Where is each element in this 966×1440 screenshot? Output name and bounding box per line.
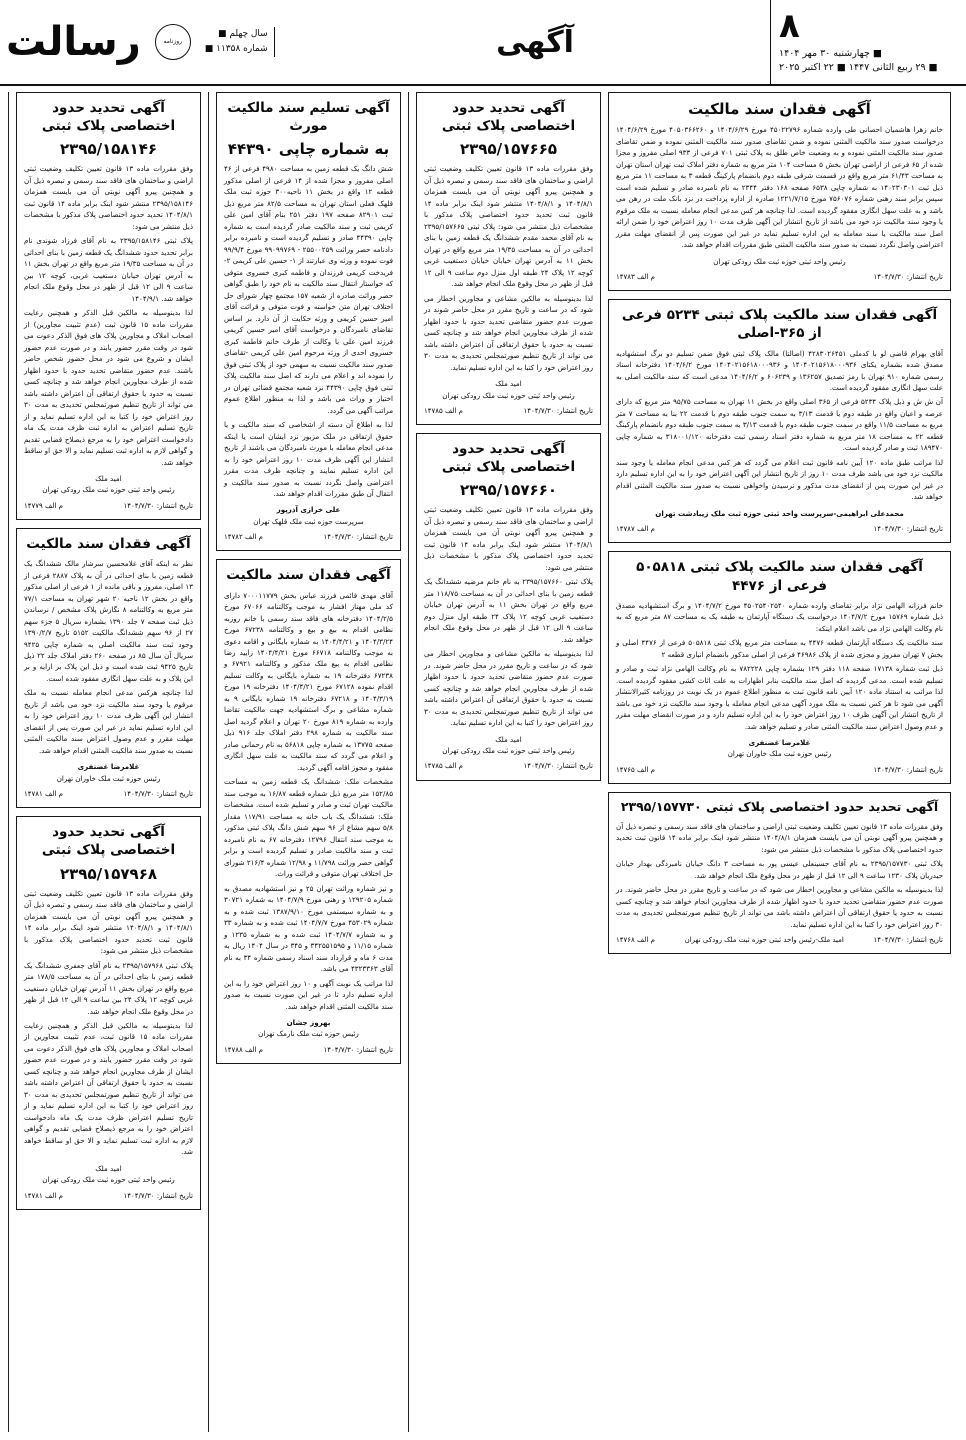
ad-meta-publish-date: تاریخ انتشار: ۱۴۰۴/۷/۳۰ [123, 790, 193, 799]
ad-signature [424, 378, 593, 401]
ad-meta [24, 501, 193, 512]
ad-tahdid-hodoud-2395-157660-col3[interactable] [416, 433, 601, 781]
ad-paragraph: خانم زهرا هاشمیان احصانی طی وارده شماره ۴۵۰۲۲۷۹۶ مورخ ۱۴۰۴/۶/۲۹ و ۴۰۵۰۳۶۶۲۶۰ مورخ ۱۴۰۴/۶/۲۹ درخواست صدور سند مالکیت المثنی نموده و ضمن تقاضای صدور سند مالکیت المثنی نموده و ضمن تقاضای صدور سند مالکیت المثنی نموده و به وضعیت خاص طلق به پلاک ثبتی ۷۰۱ فرعی از ۹۳۳ اصلی مفروز و مجزا شده از ۶۵ فرعی از اراضی تهران بخش ۵ مساحت ۱۰۴ متر مربع به شماره دفتر املاک ثبت تهران استان تهران به مساحت ۶۱/۴۳ متر مربع واقع در قسمت شرقی طبقه دوم بانضمام پارکینگ قطعه ۳ به مساحت ۱۱ متر مربع ذیل ثبت ۱۴۰۲۳۰۳۰۱ به شماره چاپی ۶۵۳۸ صفحه ۱۶۸ دفتر ۲۳۴۴ به نام نامبرده صادر و تسلیم شده است سپس برابر سند رهنی شماره ۷۵۶۰۷۶ مورخ ۱۲۲۱/۷/۱۵ صادره از اداره پرداخت در نزد بانک ملت در رهن می باشد و به علت سهل انگاری مفقود گردیده است. لذا چنانچه هر کس مدعی انجام معامله نسبت به ملک مرقوم یا وجود سند مالکیت نزد خود می باشد از تاریخ انتشار این آگهی ظرف مدت ۱۰ روز اعتراض خود را ضمن ارائه اصل سند مالکیت یا سند معامله به این اداره تسلیم نماید در غیر این صورت پس از انقضای مهلت مقرر اعتراضی واصل نگردد نسبت به صدور سند مالکیت المثنی طبق مقررات اقدام خواهد شد. [616, 125, 944, 250]
issue-meta [205, 27, 275, 58]
ad-paragraph: نظر به اینکه آقای غلامحسین سرشار مالک ششدانگ یک قطعه زمین با بنای احداثی در آن به پلاک ۲۸۸۷ فرعی از ۱۳ اصلی، مفروز و باقی مانده از ۱ فرعی از اصلی مذکور واقع در بخش ۱۲ ناحیه ۲۰ شهر تهران به مساحت ۷۷/۱ متر مربع به وکالتنامه ۸ نگارش پلاک مشخص / نرساندن ذیل ثبت صفحه ۷ جلد ۱۳۹۰ بشماره سریال ۵ جزء سهم ۲۷ از ۹۶ سهم ششدانگ مالکیت ۵۱۵۲ تاریخ ۱۳۹۰/۲/۷ وجود ثبت سند مالکیت اصلی به شماره چاپی ۹۴۲۵ سریال آن سال ۸۵ در صفحه ۲۶۰ دفتر املاک جلد ۲۲ ذیل تاریخ ۹۴۲۵ ثبت شده است و ذیل این پلاک بر ارایه و بر این پلاک و به علت سهل انگاری مفقود شده است. [24, 559, 194, 683]
ad-meta-code: م الف ۱۴۷۶۵ [616, 765, 655, 774]
ad-meta-publish-date: تاریخ انتشار: ۱۴۰۴/۷/۳۰ [873, 525, 943, 534]
ad-paragraph: شش دانگ یک قطعه زمین به مساحت ۴۹۸۰ فرعی از ۴۶ اصلی مفروز و مجزا شده از ۱۴ فرعی از اصلی مذکور قطعه ۱۲ واقع در بخش ۱۱ ناحیه۳۰۰ حوزه ثبت ملک قلهک فعلی استان تهران به مساحت ۸۲/۵ متر مربع ذیل ثبت ۸۲۹۰۱ صفحه ۱۹۷ دفتر ۲۵۱ بنام آقای امین علی کریمی ثبت و سند مالکیت صادر گردیده است به شماره چاپی ۴۴۳۹۰ صادر و تسلیم گردیده است و نامبرده برابر دادنامه حصر وراثت ۲۵۵۰۰۲۵۹ - ۹۹۰۹۹۷۶۹ مورخ ۹۹/۹/۴ فوت نموده و ورثه وی عبارتند از ۱- حسین علی کریمی ۲- فریدخت کریمی فرزندان و فاطمه کبری خسروی متوفی که خواستار انتقال سند مالکیت به نام خود را طبق گواهی حصر وراثت صادره از شعبه ۱۵۷ مجتمع چهار شورای حل اختلاف تهران متن خواسته و فوت متوفی و قرائت آقای امیر حسین کریمی و ورثه حکایت از آن دارد. بر اساس تقاضای نامبردگان و درخواست آقای امیر حسین کریمی فرزند امین علی با وکالت از طرف خانم فاطمه کبری خسروی احدی از ورثه مرحوم امین علی کریمی -تقاضای صدور سند مالکیت نسبت به سهمی خود از پلاک ثبتی فوق را نموده اند و اعلام می دارند که اصل سند مالکیت پلاک ثبتی فوق چاپی ۴۴۳۹۰ نزد شعبه مجتمع قضائی تهران در اختیار و وراث می باشد و لذا به منظور اطلاع عموم مراتب آگهی می گردد. [224, 164, 393, 415]
ad-meta [616, 935, 943, 946]
ad-signature [24, 473, 193, 496]
ad-tahdid-hodoud-2395-157660[interactable] [416, 92, 601, 425]
ad-meta [616, 765, 943, 776]
ad-meta-code: م الف ۱۴۷۸۱ [24, 1191, 63, 1200]
ad-meta-code: م الف ۱۴۷۸۱ [24, 790, 63, 799]
ad-meta [224, 1045, 393, 1056]
ad-paragraph: لذا به اطلاع آن دسته از اشخاصی که سند مالکیت و یا حقوق ارتفاقی در ملک مزبور نزد ایشان است یا اینکه مدعی انجام معامله با مورث نامبردگان می باشند از تاریخ انتشار این آگهی ظرف مدت ۱۰ روز اعتراض خود را به این اداره تسلیم نمایند و چنانچه ظرف مدت مقرر اعتراضی واصل نگردد نسبت به صدور سند مالکیت و انتقال آن طبق مقررات اقدام خواهد شد. [224, 420, 393, 498]
ad-meta-publish-date: تاریخ انتشار: ۱۴۰۴/۷/۳۰ [323, 533, 393, 542]
ad-meta-publish-date: تاریخ انتشار: ۱۴۰۴/۷/۳۰ [123, 1191, 193, 1200]
ad-paragraph: مشخصات ملک: ششدانگ یک قطعه زمین به مساحت ۱۵۲/۸۵ متر مربع ذیل شماره قطعه ۱۶/۸۷ به موجب سند مالکیت تهران ثبت و صادر و تسلیم شده است. مشخصات ملک: ششدانگ یک باب خانه به مساحت ۱۱۷/۹۱ مقدار ۵/۸ سهم مشاع از ۹۶ سهم شش دانگ پلاک ثبتی مذکور، به موجب سند انتقال ۱۲۷۹۶ دفترخانه ۶۷ به نام نامبرده ثبت و سند مالکیت صادر و تسلیم گردیده است و برابر گواهی حصر وراثت ۱۱/۷۹۸ و ۱۲/۹۸ شماره ۲۱۶/۴ شورای حل اختلاف تهران متوفی و قرائت وراث. [224, 777, 394, 879]
ad-signature: امید ملک-رئیس واحد ثبتی حوزه ثبت ملک رودکی تهران [684, 936, 844, 945]
ad-meta-publish-date: تاریخ انتشار: ۱۴۰۴/۷/۳۰ [873, 936, 943, 945]
ad-title: آگهی فقدان سند مالکیت [688, 100, 871, 118]
ad-meta [424, 761, 593, 772]
ad-paragraph: لذا بدینوسیله به مالکین مشاعی و مجاورین اخطار می شود که در ساعت و تاریخ مقرر در محل حاضر شوند در صورت عدم حضور متقاضی تحدید حدود با حدود اظهار شده از طرف مجاورین انجام خواهد شد و چنانچه کسی نسبت به حدود یا حقوق ارتفاقی آن اعتراض داشته باشد می تواند از تاریخ تنظیم صورتمجلس تحدیدی به مدت ۳۰ روز اعتراض خود را کتبا به این اداره تسلیم نماید. [424, 293, 593, 372]
ad-plate-number: ۲۳۹۵/۱۵۸۱۴۶ [59, 140, 158, 159]
ad-signature [424, 734, 593, 757]
ad-meta-code: م الف ۱۴۷۸۸ [224, 1045, 263, 1054]
ad-paragraph: پلاک ثبتی ۲۳۹۵/۱۵۷۹۶۸ به نام آقای جعفری ششدانگ یک قطعه زمین با بنای احداثی در آن به مساحت ۱۷۸/۵ متر مربع واقع در تهران بخش ۱۱ آدرس تهران خیابان دستغیب غربی کوچه ۱۲ پلاک ۲۴ بین ساعت ۹ الی ۱۲ قبل از ظهر در محل وقوع ملک انجام خواهد شد. [24, 960, 193, 1016]
ad-meta [24, 789, 193, 800]
ad-signer-title: سرپرست حوزه ثبت ملک قلهک تهران [253, 516, 364, 526]
ad-meta-publish-date: تاریخ انتشار: ۱۴۰۴/۷/۳۰ [523, 406, 593, 415]
ad-paragraph: خانم فرزانه الهامی نژاد برابر تقاضای وارده شماره ۴۵۰۲۵۴۰۲۵۴۰ مورخ ۱۴۰۴/۷/۲ و برگ استشهادیه مصدق ذیل شماره ۱۵۷۶۹ مورخ ۱۴۰۴/۷/۲ درخواست یک دستگاه آپارتمان به طبقه یک به مساحت ۸۷ متر مربع که به نام وکالت الهامی نژاد می باشد اعلام اینکه: [616, 600, 943, 633]
ad-faghdan-sanad-malekiat-1[interactable] [608, 92, 951, 291]
section-title: آگهی [496, 24, 574, 60]
ad-tahdid-2395-157968[interactable] [16, 816, 201, 1209]
ad-title: آگهی تحدید حدود اختصاصی پلاک ثبتی [41, 100, 176, 135]
ad-title: آگهی تسلیم سند مالکیت مورث [227, 100, 390, 135]
ad-meta-publish-date: تاریخ انتشار: ۱۴۰۴/۷/۳۰ [323, 1045, 393, 1054]
ad-signer-name: امید ملک [495, 379, 522, 389]
ad-title: آگهی تحدید حدود اختصاصی پلاک ثبتی [41, 824, 176, 859]
ad-paragraph: لذا بدینوسیله به مالکین قبل الذکر و همچنین رعایت مقررات ماده ۱۵ قانون ثبت، عدم تثبیت مجاورین از اصحاب املاک و مجاورین پلاک های فوق الذکر دعوت می شود در وقت مقرر حضور یابند و در صورت عدم حضور ایشان از طرف مجاورین انجام خواهد شد و چنانچه کسی نسبت به حدود یا حقوق ارتفاقی آن اعتراض داشته باشد می تواند از تاریخ تنظیم صورتمجلس تحدیدی به مدت ۳۰ روز اعتراض خود را کتبا به این اداره تسلیم نماید و از تاریخ تسلیم اعتراض ظرف مدت یک ماه دادخواست اعتراض خود را به مرجع ذیصلاح قضایی تقدیم و گواهی لازم به اداره ثبت تسلیم نماید و الا حق او ساقط خواهد شد. [24, 1021, 193, 1157]
ad-body [616, 600, 943, 732]
ad-meta-code: م الف ۱۴۷۶۸ [616, 936, 655, 945]
ad-body [24, 558, 193, 756]
ad-signer-name: علی خرازی آذرپور [276, 505, 341, 515]
ad-meta-publish-date: تاریخ انتشار: ۱۴۰۴/۷/۳۰ [123, 501, 193, 510]
ad-signer-title: رئیس واحد ثبتی حوزه ثبت ملک رودکی تهران [442, 746, 575, 756]
ad-body [24, 888, 193, 1158]
ad-meta-publish-date: تاریخ انتشار: ۱۴۰۴/۷/۳۰ [523, 762, 593, 771]
ad-paragraph: لذا بدینوسیله به مالکین مشاعی و مجاورین اخطار می شود که در ساعت و تاریخ مقرر در محل حاضر شوند. در صورت عدم حضور متقاضی تحدید حدود با حدود اظهار شده از طرف مجاورین انجام خواهد شد و چنانچه کسی نسبت به حدود یا حقوق ارتفاقی آن اعتراض داشته باشد می تواند از تاریخ تنظیم صورتمجلس تحدیدی به مدت ۳۰ روز اعتراض خود را کتبا به این اداره تسلیم نماید. [424, 649, 593, 728]
ad-meta-publish-date: تاریخ انتشار: ۱۴۰۴/۷/۳۰ [873, 272, 943, 281]
ad-signer-title: رئیس واحد ثبتی حوزه ثبت ملک رودکی تهران [442, 390, 575, 400]
issue-dates [779, 47, 958, 76]
ad-meta-code: م الف ۱۴۷۸۵ [424, 762, 463, 771]
ad-taslim-sanad-mores[interactable] [216, 92, 401, 551]
date-solar: ■ چهارشنبه ۳۰ مهر ۱۴۰۴ [779, 47, 882, 59]
ad-paragraph: آقای مهدی قائمی فرزند عباس بخش ۷۰۰۰۱۱۷۷۹ دارای کد ملی مهناز افشار به موجب وکالتنامه ۶۷۰۶۶ مورخ ۱۴۰۴/۲/۵ دفترخانه های فاقد سند رسمی با خانم روزبه نظامی اقدام به بیع و بیع و وکالتنامه ۶۷۲۳۸ مورخ ۱۴۰۴/۳/۲۴ و ۱۴۰۴/۴/۲۱ به شماره بایگانی و اقامه دعوی به موجب وکالتنامه ۶۶۷۱۸ مورخ ۱۴۰۴/۴/۲۱ زایید رضا نظامی اقدام به بیع ملک مذکور و وکالتنامه ۶۷۹۲۱ و ۶۷۲۳۸ دفترخانه ۱۹ به شماره بایگانی به وکالت تسلیم اقدام نموده ۶۷۱۲۸ مورخ ۱۴۰۴/۴/۲۱ دفترخانه ۱۹ مورخ ۱۴۰۴/۳/۱۹ و ۶۷۲۱۸ دفترخانه ۱۹ شماره بایگانی ۹ به شماره مشاعی و برگ استشهادیه جهت مالکیت تقاضا وارده به شماره ۸۱۹ مورخ ۲۰ تهران و اعلام گردید اصل سند مالکیت به شماره ۲۹۸ دفتر املاک جلد ۹۱۶ ذیل صفحه ۱۳۷۷۵ به شماره چاپی ۵۶۸۱۸ به نام رحمانی صادر و اعلام می گردد که سند مالکیت به علت سهل انگاری مفقود و مجوز اقامه آگهی گردید. [224, 590, 394, 772]
ad-body [424, 504, 593, 728]
ad-meta [424, 406, 593, 417]
ads-area [0, 86, 966, 1440]
ad-meta-code: م الف ۱۴۷۸۷ [616, 525, 655, 534]
ad-title: آگهی فقدان سند مالکیت [226, 567, 391, 584]
ad-body [24, 163, 193, 468]
ad-paragraph: لذا چنانچه هرکس مدعی انجام معامله نسبت به ملک مرقوم یا وجود سند مالکیت نزد خود می باشد از تاریخ انتشار این آگهی ظرف مدت ۱۰ روز اعتراض خود را به این اداره تسلیم نماید در غیر این صورت پس از انقضای مهلت مقرر و عدم وصول اعتراض سند مالکیت المثنی نسبت به صدور سند مالکیت المثنی اقدام خواهد شد. [24, 688, 193, 755]
ad-tahdid-hodoud-2395-157730[interactable] [608, 792, 951, 954]
ad-meta-code: م الف ۱۴۷۸۲ [224, 533, 263, 542]
ad-signature [24, 761, 193, 784]
date-lunar-gregorian: ■ ۲۹ ربیع الثانی ۱۴۴۷ ■ ۲۲ اکتبر ۲۰۲۵ [779, 62, 938, 73]
newspaper-logo: رسالت [6, 19, 141, 65]
ad-faghdan-sanad-col2-b[interactable] [216, 559, 401, 1064]
ad-signature: رئیس واحد ثبتی حوزه ثبت ملک رودکی تهران [713, 256, 846, 266]
ad-signer-name: امید ملک [95, 474, 122, 484]
ad-plate-number: ۲۳۹۵/۱۵۷۹۶۸ [59, 864, 158, 883]
ad-paragraph: لذا مراتب یک نوبت آگهی و ۱۰ روز اعتراض خود را به این اداره تسلیم دارد تا در غیر این صورت نسبت به صدور سند مالکیت المثنی اقدام خواهد شد. [224, 978, 393, 1011]
ad-body [616, 124, 943, 250]
newspaper-seal-icon [155, 24, 191, 60]
ad-signature [224, 504, 393, 527]
ad-body [224, 590, 393, 1012]
ad-paragraph: وفق مقررات ماده ۱۳ قانون تعیین تکلیف وضعیت ثبتی اراضی و ساختمان های فاقد سند رسمی و تبصره ذیل آن و همچنین پیرو آگهی نوبتی آن می بایست همزمان ۱۴۰۴/۸/۱ منتشر شود اینک برابر ماده ۱۴ قانون ثبت تحدید حدود اختصاصی پلاک مذکور با مشخصات ذیل منتشر می شود: [616, 821, 943, 854]
column-4 [608, 92, 958, 1432]
ad-paragraph: لذا مراتب طبق ماده ۱۲۰ آیین نامه قانون ثبت اعلام می گردد که هر کس مدعی انجام معامله یا وجود سند مالکیت نزد خود می باشد ظرف مدت ۱۰ روز از تاریخ انتشار این آگهی اعتراض خود را به این اداره تسلیم دارد در غیر این صورت پس از انقضای مدت مذکور و نرسیدن واخواهی نسبت به صدور سند مالکیت المثنی اقدام خواهد شد. [616, 457, 943, 502]
ad-signer-name: امید ملک [495, 734, 522, 744]
ad-title: آگهی فقدان سند مالکیت [26, 535, 191, 552]
ad-meta [224, 532, 393, 543]
column-1 [8, 92, 208, 1432]
ad-paragraph: و نیز شماره وراثت تهران ۲۵ و نیز استشهادیه مصدق به شماره ۱۲۹۲۰۵ و رهنی مورخ ۱۴۰۴/۷/۹ به شماره ۳۰۷۲۱ و به شماره سیستمی مورخ ۱۳۸۷/۹/۱۰ ثبت شده و به شماره ۴۵۳۰۲۹ مورخ ۱۴۰۴/۷/۷ ثبت شده و به شماره ۳۳ و به شماره ۱۴۰۴/۷/۷ ثبت شده و به شماره ۱۲۳۵ و شماره ۱۱/۱۵ و ۳۴۲۵۵۱۵۹۵ و ۳۴۵ در سال ۱۴۰۴ ریال به مدت ۶ ماه و قرارداد سند اسناد رسمی شماره ۳۴ به نام آقای ۴۳۲۳۳۶۳ می باشد. [224, 883, 394, 974]
ad-paragraph: پلاک ثبتی ۲۳۹۵/۱۵۸۱۴۶ به نام آقای فرزاد شوندی نام برابر تحدید حدود ششدانگ یک قطعه زمین با بنای احداثی در آن به مساحت ۱۹/۳۵ متر مربع واقع در تهران بخش ۱۱ به آدرس تهران خیابان دستغیب غربی، کوچه ۱۲ بین ساعت ۹ الی ۱۲ قبل از ظهر در محل وقوع ملک انجام خواهد شد. ۱۴۰۴/۹/۱ [24, 236, 194, 303]
column-3 [408, 92, 608, 1432]
masthead-left [770, 0, 966, 84]
masthead [0, 0, 966, 86]
ad-paragraph: لذا بدینوسیله به مالکین قبل الذکر و همچنین رعایت مقررات ماده ۱۵ قانون ثبت (عدم تثبیت مجاورین) از اصحاب املاک و مجاورین پلاک های فوق الذکر دعوت می شود در وقت مقرر حضور یابند و در صورت عدم حضور ایشان و شروع می شود در محل حضور شخص حاضر باشند. عدم حضور متقاضی تحدید حدود با حدود اظهار شده از طرف مجاورین انجام خواهد شد و چنانچه کسی نسبت به حدود یا حقوق ارتفاقی آن اعتراض داشته باشد می تواند از تاریخ تنظیم صورتمجلس تحدیدی به مدت ۳۰ روز اعتراض خود را کتبا به این اداره تسلیم نماید و از تاریخ تسلیم اعتراض به اداره ثبت ظرف مدت یک ماه دادخواست اعتراض خود را به مرجع ذیصلاح قضایی تقدیم و گواهی لازم به اداره ثبت تسلیم نماید و الا حق او ساقط خواهد شد. [24, 308, 193, 467]
ad-signature: محمدعلی ابراهیمی-سرپرست واحد ثبتی حوزه ثبت ملک زیبادشت تهران [655, 508, 904, 518]
ad-signer-name: غلامرضا غضنفری [748, 738, 811, 748]
ad-paragraph: وفق مقررات ماده ۱۳ قانون تعیین تکلیف وضعیت ثبتی اراضی و ساختمان های فاقد سند رسمی و تبصره ذیل آن و همچنین پیرو آگهی نوبتی آن می بایست همزمان ۱۴۰۴/۸/۱ و ۱۴۰۴/۸/۱ منتشر شود اینک برابر ماده ۱۴ قانون ثبت تحدید حدود اختصاصی پلاک مذکور با مشخصات ذیل منتشر می شود: [24, 888, 194, 956]
ad-body [616, 821, 943, 930]
ad-meta [616, 524, 943, 535]
ad-title: آگهی تحدید حدود اختصاصی پلاک ثبتی [441, 100, 576, 135]
ad-paragraph: وفق مقررات ماده ۱۳ قانون تعیین تکلیف وضعیت ثبتی اراضی و ساختمان های فاقد سند رسمی و تبصره ذیل آن و همچنین پیرو آگهی نوبتی آن می بایست همزمان ۲۳۹۵/۱۵۸۱۴۶ منتشر شود اینک برابر ماده ۱۴ قانون ثبت ۱۴۰۴/۸/۱ تحدید حدود اختصاصی پلاک مذکور با مشخصات ذیل منتشر می شود: [24, 164, 194, 231]
ad-signer-name: غلامرضا غضنفری [77, 762, 140, 772]
ad-title: آگهی تحدید حدود اختصاصی پلاک ثبتی [441, 441, 576, 476]
ad-body [224, 163, 393, 499]
issue-number: شماره ۱۱۳۵۸ ■ [204, 44, 268, 54]
ad-paragraph: وفق مقررات ماده ۱۳ قانون تعیین تکلیف وضعیت ثبتی اراضی و ساختمان های فاقد سند رسمی و تبصره ذیل آن و همچنین پیرو آگهی نوبتی آن می بایست همزمان ۱۴۰۴/۸/۱ منتشر شود اینک برابر ماده ۱۴ قانون ثبت تحدید حدود اختصاصی پلاک مذکور با مشخصات ذیل منتشر می شود: [424, 505, 594, 572]
ad-title: آگهی فقدان سند مالکیت پلاک ثبتی ۵۰۵۸۱۸ فرعی از ۴۴۷۶ [636, 559, 923, 594]
ad-body [616, 348, 943, 503]
ad-signature [616, 737, 943, 760]
ad-paragraph: ذیل ثبت شماره ۱۷۱۳۸ صفحه ۱۱۸ دفتر ۱۲۹ بشماره چاپی ۷۸۲۲۲۸ به نام وکالت الهامی نژاد ثبت و صادر و تسلیم شده است. مدعی گردیده که اصل سند مالکیت بنابر اظهارات به علت اثاث کشی مفقود گردیده است. لذا مراتب به استناد ماده ۱۲۰ آیین نامه قانون ثبت به منظور اطلاع عموم در یک نوبت در روزنامه کثیرالانتشار آگهی می شود تا هر کس نسبت به ملک مورد آگهی مدعی انجام معامله یا وجود سند مالکیت نزد خود می باشد از تاریخ انتشار این آگهی ظرف ۱۰ روز اعتراض خود را به این اداره تسلیم دارد و در صورت انقضای مهلت مقرر و عدم وصول اعتراض سند مالکیت المثنی صادر و تسلیم خواهد شد. [616, 664, 943, 731]
ad-meta-publish-date: تاریخ انتشار: ۱۴۰۴/۷/۳۰ [873, 765, 943, 774]
ad-signer-name: امید ملک [95, 1163, 122, 1173]
ad-faghdan-plak-5234-365[interactable] [608, 299, 951, 543]
ad-body [424, 163, 593, 373]
ad-paragraph: آن ش ش و ذیل پلاک ۵۲۳۴ فرعی از ۳۶۵ اصلی واقع در بخش ۱۱ تهران به مساحت ۹۵/۷۵ متر مربع که دارای عرصه و اعیان واقع در طبقه دوم با قدمت ۳/۱۳ به سمت جنوب طبقه دوم با قدمت ۲۲ بنا به مساحت ۷ متر مربع به مساحت ۱۱/۵ واقع در سمت جنوب طبقه دوم با قدمت ۳/۱۳ به سمت جنوب طبقه دوم بانضمام پارکینگ قطعه ۲۲ به مساحت ۱۸ متر مربع به شماره دفتر اسناد رسمی ثبت دفترخانه ۳۱۸۰۰۱/۱۲۰ به شماره چاپی ۱۸۹۴۷۰ ثبت و صادر گردیده است. [616, 397, 944, 453]
ad-meta [24, 1191, 193, 1202]
ad-print-number: به شماره چاپی ۴۴۳۹۰ [227, 140, 390, 159]
ad-signer-title: رئیس واحد ثبتی حوزه ثبت ملک رودکی تهران [42, 485, 175, 495]
masthead-right [0, 0, 300, 84]
ad-signer-title: رئیس واحد ثبتی حوزه ثبت ملک رودکی تهران [42, 1175, 175, 1185]
ad-meta-code: م الف ۱۴۷۷۹ [24, 501, 63, 510]
ad-meta-code: م الف ۱۴۷۸۳ [616, 272, 655, 281]
ad-signer-name: بهروز جشان [286, 1018, 331, 1028]
ad-plate-number: ۲۳۹۵/۱۵۷۶۶۵ [459, 140, 558, 159]
ad-signature [24, 1163, 193, 1186]
ad-meta [616, 272, 943, 283]
column-2 [208, 92, 408, 1432]
ad-paragraph: لذا بدینوسیله به مالکین مشاعی و مجاورین اخطار می شود که در ساعت و تاریخ مقرر در محل حاضر شوند. در صورت عدم حضور متقاضی تحدید حدود با حدود اظهار شده از طرف مجاورین انجام خواهد شد و چنانچه کسی نسبت به حدود یا حقوق ارتفاقی آن اعتراض داشته باشد می تواند از تاریخ تنظیم صورتمجلس تحدیدی به مدت ۳۰ روز اعتراض خود را کتبا به این اداره تسلیم نماید. [616, 885, 943, 929]
volume-year: سال چهلم ■ [217, 28, 268, 39]
page-number: ۸ [779, 5, 800, 46]
ad-signer-title: رئیس حوزه ثبت ملک نارمک تهران [258, 1029, 359, 1039]
ad-title: آگهی فقدان سند مالکیت پلاک ثبتی ۵۲۳۴ فرعی از ۳۶۵-اصلی [621, 307, 938, 342]
masthead-center [300, 0, 770, 84]
ad-paragraph: سند مالکیت یک دستگاه آپارتمان قطعه ۴۴۷۶ به مساحت متر مربع پلاک ثبتی ۵۰۵۸۱۸ فرعی از ۴۴۷۶ اصلی و بخش ۷ تهران مفروز و مجزی شده از پلاک ۴۶۹۸۶ فرعی از اصلی مذکور بانضمام انباری قطعه ۲ [616, 638, 943, 659]
ad-plate-number: ۲۳۹۵/۱۵۷۶۶۰ [459, 481, 558, 500]
ad-meta-code: م الف ۱۴۷۸۵ [424, 406, 463, 415]
ad-faghdan-plak-50581-4476[interactable] [608, 551, 951, 784]
ad-paragraph: پلاک ثبتی ۲۳۹۵/۱۵۷۷۳۰ به نام آقای حسینعلی عیسی پور به مساحت ۳ دانگ خیابان نامبردگی بهدار خیابان حیدریان پلاک ۱۲۳۰ ساعت ۹ الی ۱۲ قبل از ظهر در محل وقوع ملک انجام خواهد شد. [616, 859, 943, 880]
columns-grid [8, 92, 958, 1432]
seal-text: روزنامه [163, 37, 183, 45]
ad-paragraph: پلاک ثبتی ۲۳۹۵/۱۵۷۶۶۰ به نام خانم مرضیه ششدانگ یک قطعه زمین با بنای احداثی در آن به مساحت ۱۱۸/۷۵ متر مربع واقع در تهران بخش ۱۱ به آدرس تهران خیابان دستغیب غربی کوچه ۱۲ پلاک ۲۴ طبقه اول منزل دوم ساعت ۹ الی ۱۲ قبل از ظهر در محل وقوع ملک انجام خواهد شد. [424, 577, 594, 644]
ad-faghdan-col1-khavaran[interactable] [16, 528, 201, 808]
ad-tahdid-2395-158146[interactable] [16, 92, 201, 520]
ad-paragraph: آقای بهرام قاضی لو با کدملی ۴۲۸۳۰۲۶۴۵۱ (اصالتا) مالک پلاک ثبتی فوق ضمن تسلیم دو برگ استشهادیه مصدق شده بشماره یکتای ۱۴۰۴۰۲۱۵۶۱۸۰۰۰۹۳۶ و ۱۴۰۴۰۲۱۵۶۱۸۰۰۰۹۳۶ مورخ ۱۴۰۴/۶/۲ دفترخانه اسناد رسمی شماره ۹۱۰ تهران با رمز تصدیق ۱۳۶۲۵۷ و ۶۰۶۲۳۹ و ۱۴۰۴/۶/۲ مدعی است که سند مالکیت اصلی به علت سهل انگاری مفقود گردیده است. [616, 348, 943, 392]
ad-title: آگهی تحدید حدود اختصاصی پلاک ثبتی ۲۳۹۵/۱۵۷۷۳۰ [620, 799, 939, 815]
ad-paragraph: وفق مقررات ماده ۱۳ قانون تعیین تکلیف وضعیت ثبتی اراضی و ساختمان های فاقد سند رسمی و تبصره ذیل آن و همچنین پیرو آگهی نوبتی آن می بایست همزمان ۱۴۰۴/۸/۱ و ۱۴۰۴/۸/۱ منتشر شود اینک برابر ماده ۱۴ قانون ثبت تحدید حدود اختصاصی پلاک مذکور با مشخصات ذیل منتشر می شود: پلاک ثبتی ۲۳۹۵/۱۵۷۶۶۵ به نام آقای محمد مقدم ششدانگ یک قطعه زمین با بنای احداثی در آن به مساحت ۱۹/۳۵ متر مربع واقع در تهران بخش ۱۱ به آدرس تهران خیابان خیابان دستغیب غربی کوچه ۱۲ پلاک ۲۴ طبقه اول منزل دوم ساعت ۹ الی ۱۲ قبل از ظهر در محل وقوع ملک انجام خواهد شد. [424, 164, 594, 289]
ad-signer-title: رئیس حوزه ثبت ملک خاوران تهران [727, 749, 832, 759]
ad-signature [224, 1017, 393, 1040]
ad-signer-title: رئیس حوزه ثبت ملک خاوران تهران [56, 773, 161, 783]
